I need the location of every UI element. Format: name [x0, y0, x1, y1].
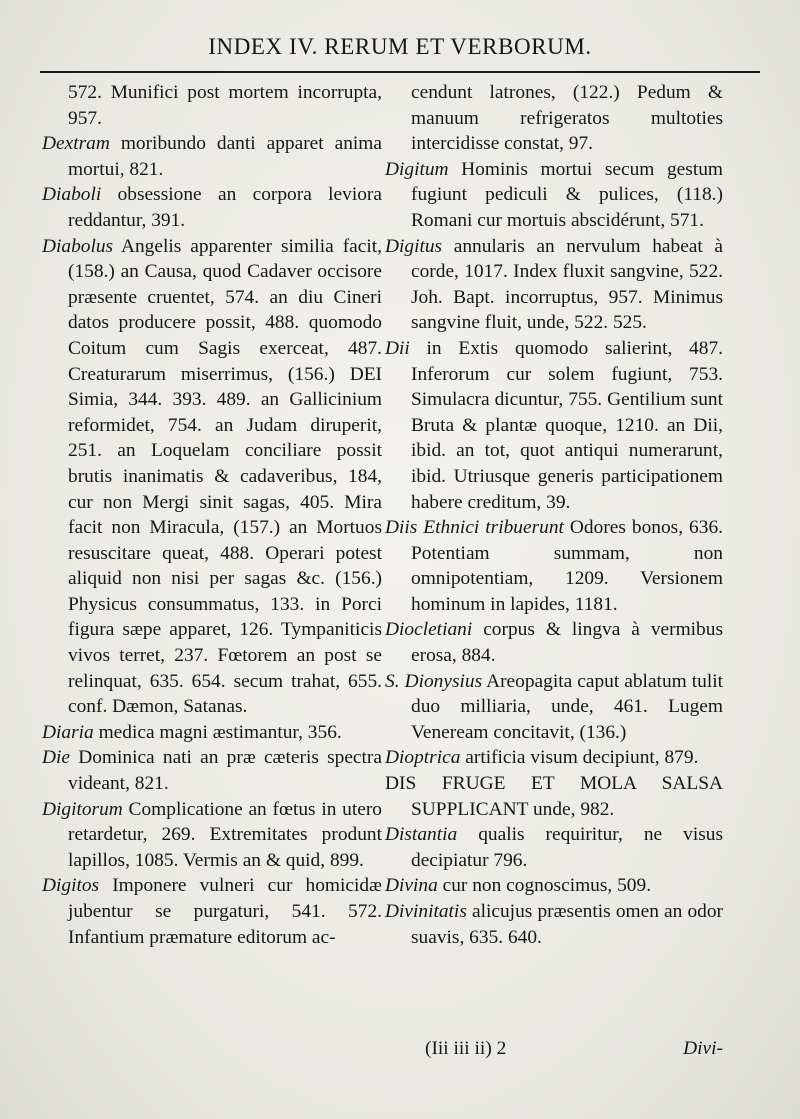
index-entry: [385, 669, 723, 746]
entry-text: Dominica nati an præ cæteris spectra videant, 821.: [68, 747, 382, 795]
signature-mark: (Iii iii ii) 2: [425, 1038, 507, 1059]
entry-headword: Divina: [385, 875, 438, 897]
entry-text: in Extis quomodo salierint, 487. Inferorum cur solem fugiunt, 753. Simulacra dicuntur, 755. Gentilium sunt Bruta & plantæ quoque, 1210. an Dii, ibid. an tot, quot antiqui numerarunt, ibid. Utriusque generis participationem habere creditum, 39.: [409, 337, 723, 513]
entry-headword: Die: [42, 747, 70, 769]
entry-headword: Diaria: [42, 721, 94, 743]
index-entry: [385, 617, 723, 668]
entry-headword: Diabolus: [42, 235, 114, 257]
entry-headword: Digitus: [385, 235, 443, 257]
index-entry: [385, 873, 723, 899]
index-entry: [385, 336, 723, 515]
entry-text: corpus & lingva à vermibus erosa, 884.: [411, 619, 723, 667]
entry-text: moribundo danti apparet anima mortui, 821.: [68, 133, 382, 180]
index-entry: [42, 745, 382, 796]
index-entry: [385, 515, 723, 617]
catchword: Divi-: [683, 1038, 723, 1059]
entry-text: Imponere vulneri cur homicidæ jubentur se purgaturi, 541. 572. Infantium præmature editorum ac-: [68, 875, 382, 948]
index-entry: [385, 80, 723, 157]
header-rule: [40, 71, 760, 73]
index-entry: [385, 899, 723, 950]
index-entry: [385, 771, 723, 822]
index-entry: [385, 745, 723, 771]
index-entry: [385, 822, 723, 873]
entry-text: Areopagita caput ablatum tulit duo milliaria, unde, 461. Lugem Veneream concitavit, (136.): [411, 670, 723, 743]
entry-text: Complicatione an fœtus in utero retardetur, 269. Extremitates produnt lapillos, 1085. Vermis an & quid, 899.: [68, 798, 382, 871]
entry-text: cendunt latrones, (122.) Pedum & manuum refrigeratos multoties intercidisse constat, 97.: [411, 82, 723, 155]
entry-text: Odores bonos, 636. Potentiam summam, non omnipotentiam, 1209. Versionem hominum in lapides, 1181.: [411, 517, 723, 615]
index-entry: [42, 234, 382, 720]
index-entry: [42, 720, 382, 746]
index-entry: [385, 157, 723, 234]
left-column: [42, 80, 382, 950]
entry-headword: Digitorum: [42, 798, 123, 820]
index-entry: [42, 182, 382, 233]
entry-headword: Digitos: [42, 875, 100, 897]
page-header: INDEX IV. RERUM ET VERBORUM.: [208, 34, 592, 59]
index-entry: [42, 797, 382, 874]
entry-text: alicujus præsentis omen an odor suavis, 635. 640.: [411, 901, 723, 948]
entry-headword: Digitum: [385, 158, 449, 180]
right-column: [385, 80, 723, 950]
entry-text: 572. Munifici post mortem incorrupta, 957.: [68, 82, 382, 129]
entry-text: cur non cognoscimus, 509.: [437, 875, 652, 897]
entry-text: Angelis apparenter similia facit, (158.) an Causa, quod Cadaver occisore præsente cruentet, 574. an diu Cineri datos producere possit, 488. quomodo Coitum cum Sagis exerceat, 487. Creaturarum miserrimus, (156.) DEI Simia, 344. 393. 489. an Gallicinium reformidet, 754. an Judam diruperit, 251. an Loquelam conciliare possit brutis inanimatis & cadaveribus, 184, cur non Mergi sinit sagas, 405. Mira facit non Miracula, (157.) an Mortuos resuscitare queat, 488. Operari potest aliquid non nisi per sagas &c. (156.) Physicus consummatus, 133. in Porci figura sæpe apparet, 126. Tympaniticis vivos terret, 237. Fœtorem an post se relinquat, 635. 654. secum trahat, 655. conf. Dæmon, Satanas.: [68, 235, 382, 718]
entry-headword: S. Dionysius: [385, 670, 483, 692]
entry-headword: Diaboli: [42, 184, 102, 206]
entry-text: obsessione an corpora leviora reddantur, 391.: [68, 184, 382, 231]
entry-text: DIS FRUGE ET MOLA SALSA SUPPLICANT unde, 982.: [385, 773, 723, 820]
entry-text: medica magni æstimantur, 356.: [93, 721, 342, 743]
index-entry: [42, 873, 382, 950]
index-entry: [42, 131, 382, 182]
entry-text: artificia visum decipiunt, 879.: [460, 747, 699, 769]
entry-headword: Diis Ethnici tribuerunt: [385, 517, 564, 539]
entry-headword: Dextram: [42, 133, 110, 155]
index-entry: [385, 234, 723, 336]
entry-headword: Dii: [385, 337, 410, 359]
index-entry: [42, 80, 382, 131]
entry-text: Hominis mortui secum gestum fugiunt pediculi & pulices, (118.) Romani cur mortuis abscidérunt, 571.: [411, 158, 723, 231]
entry-headword: Distantia: [385, 824, 458, 846]
entry-text: qualis requiritur, ne visus decipiatur 796.: [411, 824, 723, 871]
entry-text: annularis an nervulum habeat à corde, 1017. Index fluxit sangvine, 522. Joh. Bapt. incorruptus, 957. Minimus sangvine fluit, unde, 522. 525.: [411, 235, 723, 334]
entry-headword: Diocletiani: [385, 619, 473, 641]
entry-headword: Divinitatis: [385, 901, 467, 922]
entry-headword: Dioptrica: [385, 747, 461, 769]
